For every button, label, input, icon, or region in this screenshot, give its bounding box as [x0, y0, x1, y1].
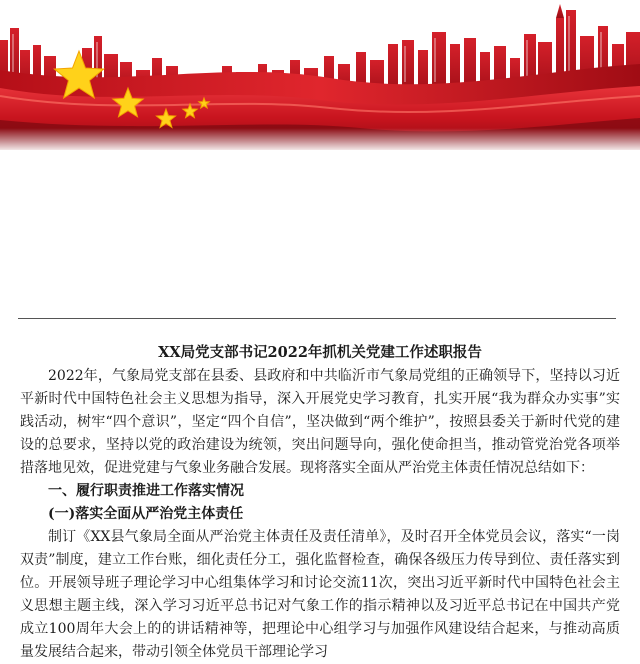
subsection-heading: (一)落实全面从严治党主体责任 [48, 506, 244, 522]
intro-paragraph: 2022年，气象局党支部在县委、县政府和中共临沂市气象局党组的正确领导下，坚持以习近平新时代中国特色社会主义思想为指导，深入开展党史学习教育，扎实开展“我为群众办实事”实践活动，树牢“四个意识”，坚定“四个自信”，坚决做到“两个维护”，按照县委关于新时代党的建设的总要求，坚持以党的政治建设为统领，突出问题导向，强化使命担当，推动管党治党各项举措落地见效，促进党建与气象业务融合发展。现将落实全面从严治党主体责任情况总结如下： [20, 368, 620, 476]
report-body [20, 340, 620, 664]
party-banner [0, 0, 640, 150]
report-title: XX局党支部书记2022年抓机关党建工作述职报告 [158, 344, 482, 361]
section-heading: 一、履行职责推进工作落实情况 [48, 483, 244, 499]
body-paragraph: 制订《XX县气象局全面从严治党主体责任及责任清单》，及时召开全体党员会议，落实“一岗双责”制度，建立工作台账，细化责任分工，强化监督检查，确保各级压力传导到位、责任落实到位。开展领导班子理论学习中心组集体学习和讨论交流11次，突出习近平新时代中国特色社会主义思想主题主线，深入学习习近平总书记对气象工作的指示精神以及习近平总书记在中国共产党成立100周年大会上的的讲话精神等，把理论中心组学习与加强作风建设结合起来，与推动高质量发展结合起来，带动引领全体党员干部理论学习 [20, 529, 620, 660]
header-divider [18, 318, 616, 319]
